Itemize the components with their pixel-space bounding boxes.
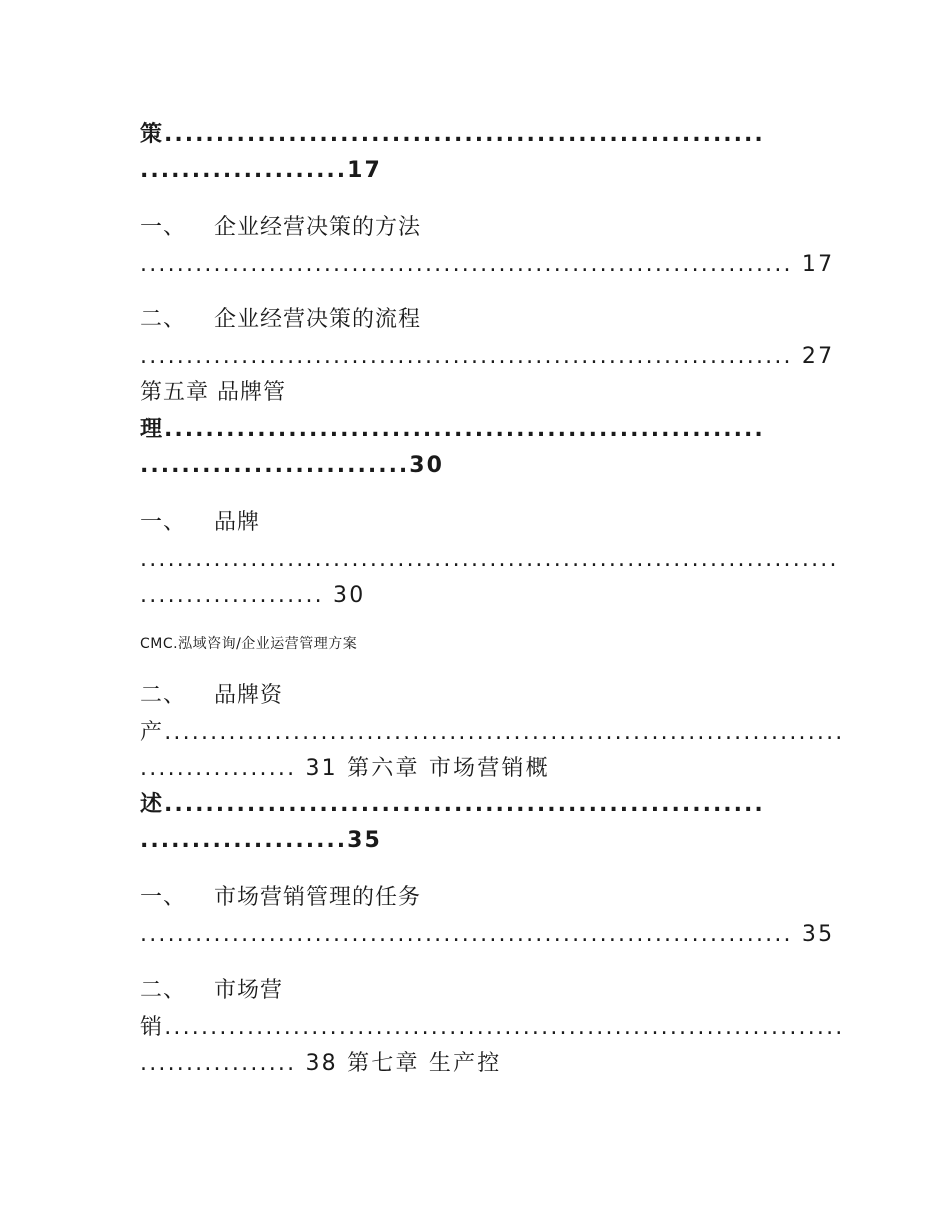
toc-entry-title: 品牌资 [214, 683, 284, 708]
toc-entry-title: 市场营销管理的任务 [214, 885, 422, 910]
toc-entry [140, 681, 283, 711]
toc-entry [140, 305, 421, 335]
toc-entry [140, 976, 283, 1006]
toc-line: 销.......................................................................... [140, 1015, 845, 1040]
toc-entry-number: 一、 [140, 215, 187, 240]
toc-line-page: ....................................................................... 35 [140, 922, 835, 947]
toc-entry-number: 二、 [140, 307, 187, 332]
toc-entry [140, 508, 260, 538]
toc-line-page: ..........................30 [140, 453, 444, 478]
toc-line: ............................................................................ [140, 547, 839, 572]
toc-entry-number: 一、 [140, 510, 187, 535]
toc-entry-title: 品牌 [214, 510, 261, 535]
toc-line: 述.......................................................... [140, 792, 765, 817]
toc-line-page: ....................17 [140, 158, 382, 183]
toc-entry-title: 市场营 [214, 978, 284, 1003]
toc-line-page: ....................................................................... 17 [140, 252, 835, 277]
toc-entry-title: 企业经营决策的方法 [214, 215, 422, 240]
toc-entry [140, 213, 421, 243]
toc-line: 策.......................................................... [140, 122, 765, 147]
toc-page [140, 0, 845, 1230]
running-header: CMC.泓域咨询/企业运营管理方案 [140, 636, 358, 652]
toc-line: 理.......................................................... [140, 417, 765, 442]
toc-line-page: .................... 30 [140, 583, 366, 608]
toc-entry-number: 二、 [140, 683, 187, 708]
toc-entry-number: 一、 [140, 885, 187, 910]
toc-line-page: ....................................................................... 27 [140, 344, 835, 369]
toc-entry-title: 企业经营决策的流程 [214, 307, 422, 332]
toc-entry [140, 883, 421, 913]
toc-line-page: ....................35 [140, 828, 382, 853]
toc-entry-number: 二、 [140, 978, 187, 1003]
toc-line: 产.......................................................................... [140, 720, 845, 745]
toc-line-page: ................. 38 第七章 生产控 [140, 1051, 502, 1076]
toc-line-page: ................. 31 第六章 市场营销概 [140, 756, 550, 781]
toc-chapter-title: 第五章 品牌管 [140, 380, 286, 405]
